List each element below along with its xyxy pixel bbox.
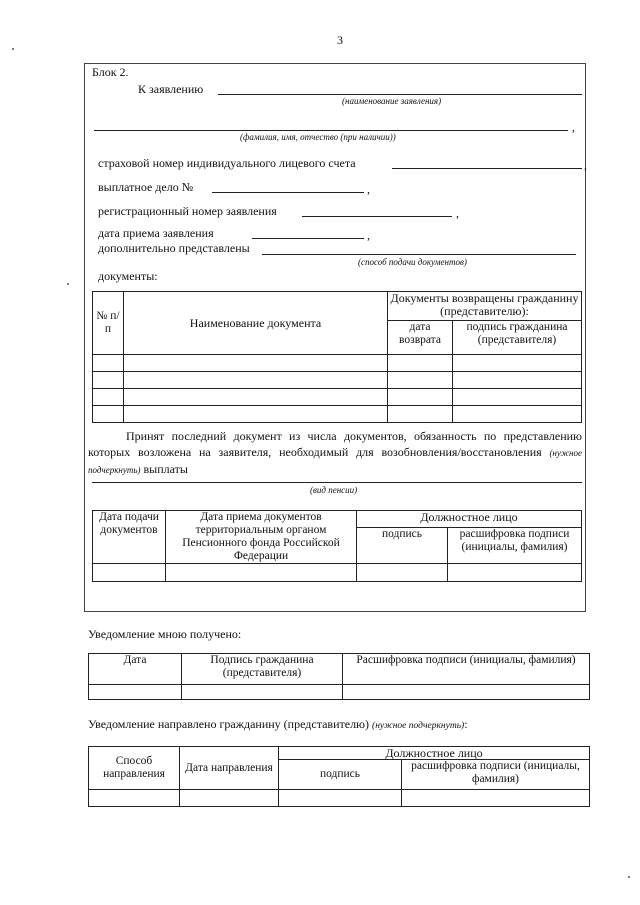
col-signature-header: подпись гражданина (представителя) [453,321,582,355]
page-number: 3 [337,33,343,47]
acceptance-paragraph [88,428,582,478]
col-signature-header: подпись [279,760,402,790]
col-receipt-header: Дата приема документов территориальным органом Пенсионного фонда Российской Федерации [166,511,357,564]
col-returned-header: Документы возвращены гражданину (представителю): [388,292,582,321]
pension-caption: (вид пенсии) [310,485,358,495]
col-submit-date-header: Дата подачи документов [93,511,166,564]
reg-number-label: регистрационный номер заявления [98,204,277,218]
pension-type-field[interactable] [92,482,582,483]
col-decoding-header: расшифровка подписи (инициалы, фамилия) [448,528,582,564]
col-num-header: № п/п [93,292,124,355]
method-caption: (способ подачи документов) [358,257,467,267]
name-comma: , [572,120,575,134]
scan-speck [67,283,69,285]
scan-speck [12,48,14,50]
documents-label: документы: [98,269,158,283]
reg-number-field[interactable] [302,216,452,217]
full-name-field[interactable] [94,130,568,131]
scan-speck [628,876,630,878]
received-table [88,653,590,700]
table-row [89,685,590,700]
snils-field[interactable] [392,168,582,169]
documents-table [92,291,582,423]
col-official-header: Должностное лицо [279,747,590,760]
col-name-header: Наименование документа [124,292,388,355]
payment-case-comma: , [367,182,370,196]
notice-sent-colon: : [464,717,468,731]
snils-label: страховой номер индивидуального лицевого счета [98,156,356,170]
notice-sent-note: (нужное подчеркнуть) [372,721,465,731]
acceptance-text-2: выплаты [143,462,188,476]
col-return-date-header: дата возврата [388,321,453,355]
block-title: Блок 2. [92,65,129,79]
receipt-date-comma: , [367,228,370,242]
col-decoding-header: Расшифровка подписи (инициалы, фамилия) [343,654,590,685]
table-row [93,389,582,406]
snils-comma: , [584,158,587,172]
needed-underline-note: (нужное подчеркнуть) [88,448,583,475]
name-caption: (фамилия, имя, отчество (при наличии)) [240,132,396,142]
table-row [93,406,582,423]
sent-table [88,746,590,807]
payment-case-field[interactable] [212,192,364,193]
reg-number-comma: , [456,206,459,220]
table-row [93,355,582,372]
col-method-header: Способ направления [89,747,180,790]
notice-received-label: Уведомление мною получено: [88,627,242,641]
col-signature-header: Подпись гражданина (представителя) [182,654,343,685]
table-row [93,564,582,582]
notice-sent-label [88,717,468,732]
receipt-date-label: дата приема заявления [98,226,214,240]
payment-case-label: выплатное дело № [98,180,194,194]
table-row [93,372,582,389]
col-decoding-header: расшифровка подписи (инициалы, фамилия) [402,760,590,790]
submission-table [92,510,582,582]
application-label: К заявлению [138,82,204,96]
col-date-header: Дата направления [180,747,279,790]
receipt-date-field[interactable] [252,238,364,239]
additional-field[interactable] [262,254,576,255]
notice-sent-text: Уведомление направлено гражданину (представителю) [88,717,370,731]
acceptance-text-1: Принят последний документ из числа документов, обязанность по представлению которых возложена на заявителя, необходимый для возобновления/восстановления [88,429,582,459]
application-caption: (наименование заявления) [342,96,442,106]
additional-label: дополнительно представлены [98,241,250,255]
col-signature-header: подпись [357,528,448,564]
col-date-header: Дата [89,654,182,685]
table-row [89,790,590,807]
application-name-field[interactable] [218,94,582,95]
col-official-header: Должностное лицо [357,511,582,528]
